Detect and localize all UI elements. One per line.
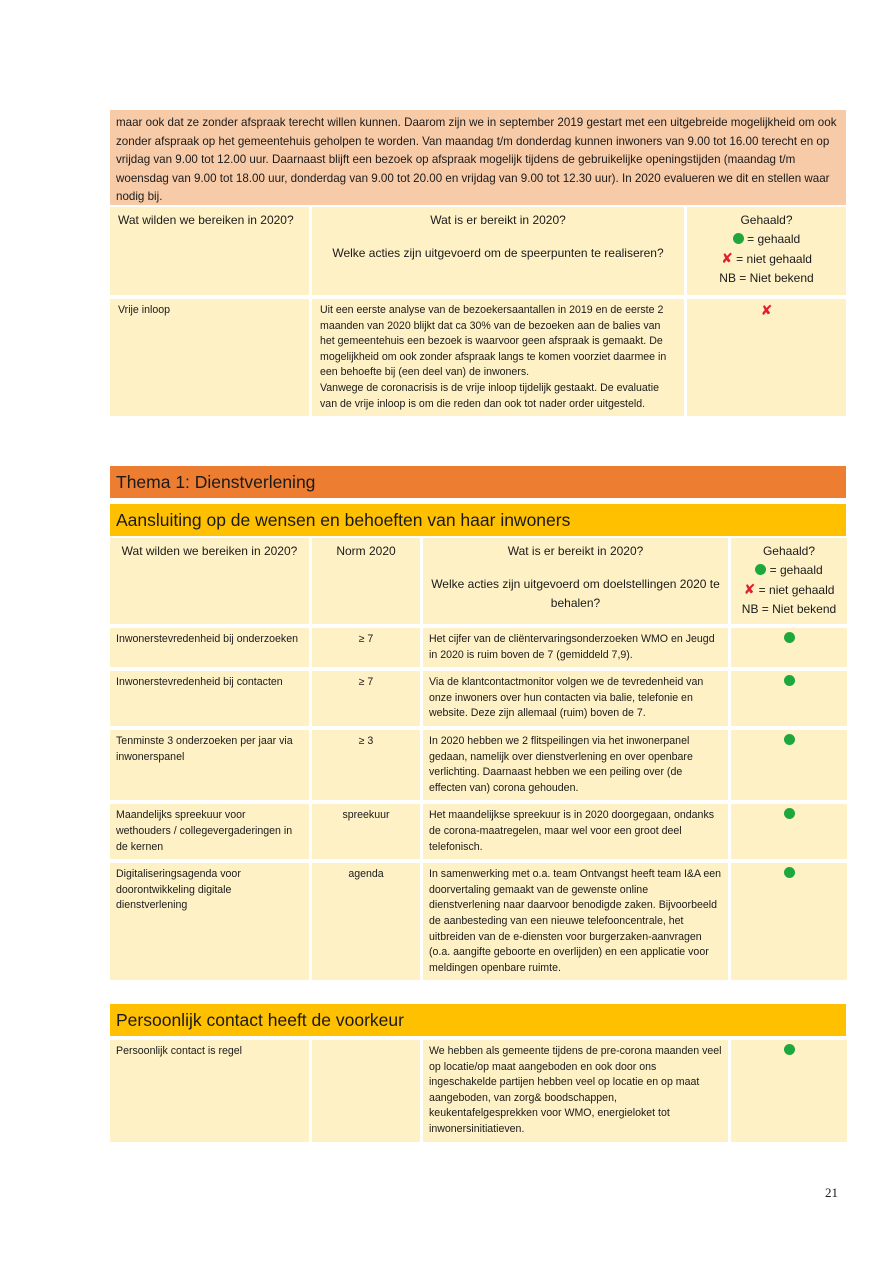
theme-heading: Thema 1: Dienstverlening	[110, 466, 846, 498]
table-header-row	[110, 538, 847, 624]
status-cell	[731, 804, 847, 859]
header-result: Wat is er bereikt in 2020? Welke acties zijn uitgevoerd om doelstellingen 2020 te behalen?	[423, 538, 728, 624]
status-cell	[731, 671, 847, 726]
table-row	[110, 730, 847, 800]
table-row	[110, 671, 847, 726]
goal-cell: Maandelijks spreekuur voor wethouders / collegevergaderingen in de kernen	[110, 804, 309, 859]
norm-cell: ≥ 7	[312, 628, 420, 667]
table-row	[110, 804, 847, 859]
result-cell: Via de klantcontactmonitor volgen we de tevredenheid van onze inwoners over hun contacten via balie, telefonie en website. Deze zijn allemaal (ruim) boven de 7.	[423, 671, 728, 726]
not-achieved-cross-icon: ✘	[743, 581, 756, 597]
table-dienstverlening	[110, 538, 846, 980]
header-status-legend: Gehaald? = gehaald ✘ = niet gehaald NB = Niet bekend	[687, 207, 846, 295]
page-number: 21	[825, 1185, 838, 1200]
achieved-dot-icon	[755, 564, 766, 575]
achieved-dot-icon	[784, 867, 795, 878]
achieved-dot-icon	[733, 233, 744, 244]
status-cell	[731, 1040, 847, 1142]
result-cell: Het maandelijkse spreekuur is in 2020 doorgegaan, ondanks de corona-maatregelen, maar wel voor een groot deel telefonisch.	[423, 804, 728, 859]
result-cell: Het cijfer van de cliëntervaringsonderzoeken WMO en Jeugd in 2020 is ruim boven de 7 (gemiddeld 7,9).	[423, 628, 728, 667]
goal-cell: Persoonlijk contact is regel	[110, 1040, 309, 1142]
norm-cell: spreekuur	[312, 804, 420, 859]
intro-text: maar ook dat ze zonder afspraak terecht willen kunnen. Daarom zijn we in september 2019 gestart met een uitgebreide mogelijkheid om ook zonder afspraak op het gemeentehuis geholpen te worden. Van maandag t/m donderdag kunnen inwoners van 9.00 tot 16.00 terecht en op vrijdag van 9.00 tot 12.00 uur. Daarnaast blijft een bezoek op afspraak mogelijk tijdens de gebruikelijke openingstijden (maandag t/m woensdag van 9.00 tot 18.00 uur, donderdag van 9.00 tot 20.00 en vrijdag van 9.00 tot 12.30 uur). In 2020 evalueren we dit en stellen waar nodig bij.	[116, 116, 837, 203]
status-cell	[687, 299, 846, 416]
table-row	[110, 863, 847, 980]
header-status-legend: Gehaald? = gehaald ✘ = niet gehaald NB = Niet bekend	[731, 538, 847, 624]
intro-paragraph	[110, 110, 846, 205]
achieved-dot-icon	[784, 734, 795, 745]
table-row	[110, 1040, 847, 1142]
result-cell: In samenwerking met o.a. team Ontvangst heeft team I&A een doorvertaling gemaakt van de gewenste online dienstverlening naar daarvoor benodigde zaken. Bijvoorbeeld de aanbesteding van een nieuwe telefooncentrale, het uitbreiden van de e-diensten voor burgerzaken-aanvragen (o.a. aangifte geboorte en overlijden) en een applicatie voor meldingen openbare ruimte.	[423, 863, 728, 980]
header-goal: Wat wilden we bereiken in 2020?	[110, 207, 309, 295]
norm-cell: agenda	[312, 863, 420, 980]
goal-cell: Tenminste 3 onderzoeken per jaar via inwonerspanel	[110, 730, 309, 800]
status-cell	[731, 730, 847, 800]
section-heading: Persoonlijk contact heeft de voorkeur	[110, 1004, 846, 1036]
achieved-dot-icon	[784, 1044, 795, 1055]
goal-cell: Vrije inloop	[110, 299, 309, 416]
achieved-dot-icon	[784, 632, 795, 643]
status-cell	[731, 628, 847, 667]
norm-cell: ≥ 7	[312, 671, 420, 726]
table-row	[110, 628, 847, 667]
goal-cell: Inwonerstevredenheid bij contacten	[110, 671, 309, 726]
not-achieved-cross-icon: ✘	[721, 250, 733, 266]
achieved-dot-icon	[784, 808, 795, 819]
table-row	[110, 299, 846, 416]
not-achieved-cross-icon: ✘	[760, 302, 773, 318]
result-cell: We hebben als gemeente tijdens de pre-corona maanden veel op locatie/op maat aangeboden en ook door ons ingeschakelde partijen hebben veel op locatie en op maat aangeboden, van zorg& boodschappen, keukentafelgesprekken voor WMO, energieloket tot inwonersinitiatieven.	[423, 1040, 728, 1142]
goal-cell: Inwonerstevredenheid bij onderzoeken	[110, 628, 309, 667]
norm-cell: ≥ 3	[312, 730, 420, 800]
table-header-row	[110, 207, 846, 295]
status-cell	[731, 863, 847, 980]
result-cell: In 2020 hebben we 2 flitspeilingen via het inwonerpanel gedaan, namelijk over dienstverlening en over openbare verlichting. Daarnaast hebben we een peiling over (de effecten van) corona gehouden.	[423, 730, 728, 800]
achieved-dot-icon	[784, 675, 795, 686]
header-result: Wat is er bereikt in 2020? Welke acties zijn uitgevoerd om de speerpunten te realiseren?	[312, 207, 684, 295]
header-goal: Wat wilden we bereiken in 2020?	[110, 538, 309, 624]
norm-cell	[312, 1040, 420, 1142]
result-cell: Uit een eerste analyse van de bezoekersaantallen in 2019 en de eerste 2 maanden van 2020 blijkt dat ca 30% van de bezoeken aan de balies van het gemeentehuis een bezoek is waarvoor geen afspraak is gemaakt. De mogelijkheid om ook zonder afspraak langs te komen voorziet daarmee in een behoefte bij (een deel van) de inwoners. Vanwege de coronacrisis is de vrije inloop tijdelijk gestaakt. De evaluatie van de vrije inloop is om die reden dan ook tot nader order uitgesteld.	[312, 299, 684, 416]
table-persoonlijk-contact	[110, 1040, 846, 1142]
section-heading: Aansluiting op de wensen en behoeften van haar inwoners	[110, 504, 846, 536]
table-vrije-inloop	[110, 207, 846, 416]
goal-cell: Digitaliseringsagenda voor doorontwikkeling digitale dienstverlening	[110, 863, 309, 980]
header-norm: Norm 2020	[312, 538, 420, 624]
